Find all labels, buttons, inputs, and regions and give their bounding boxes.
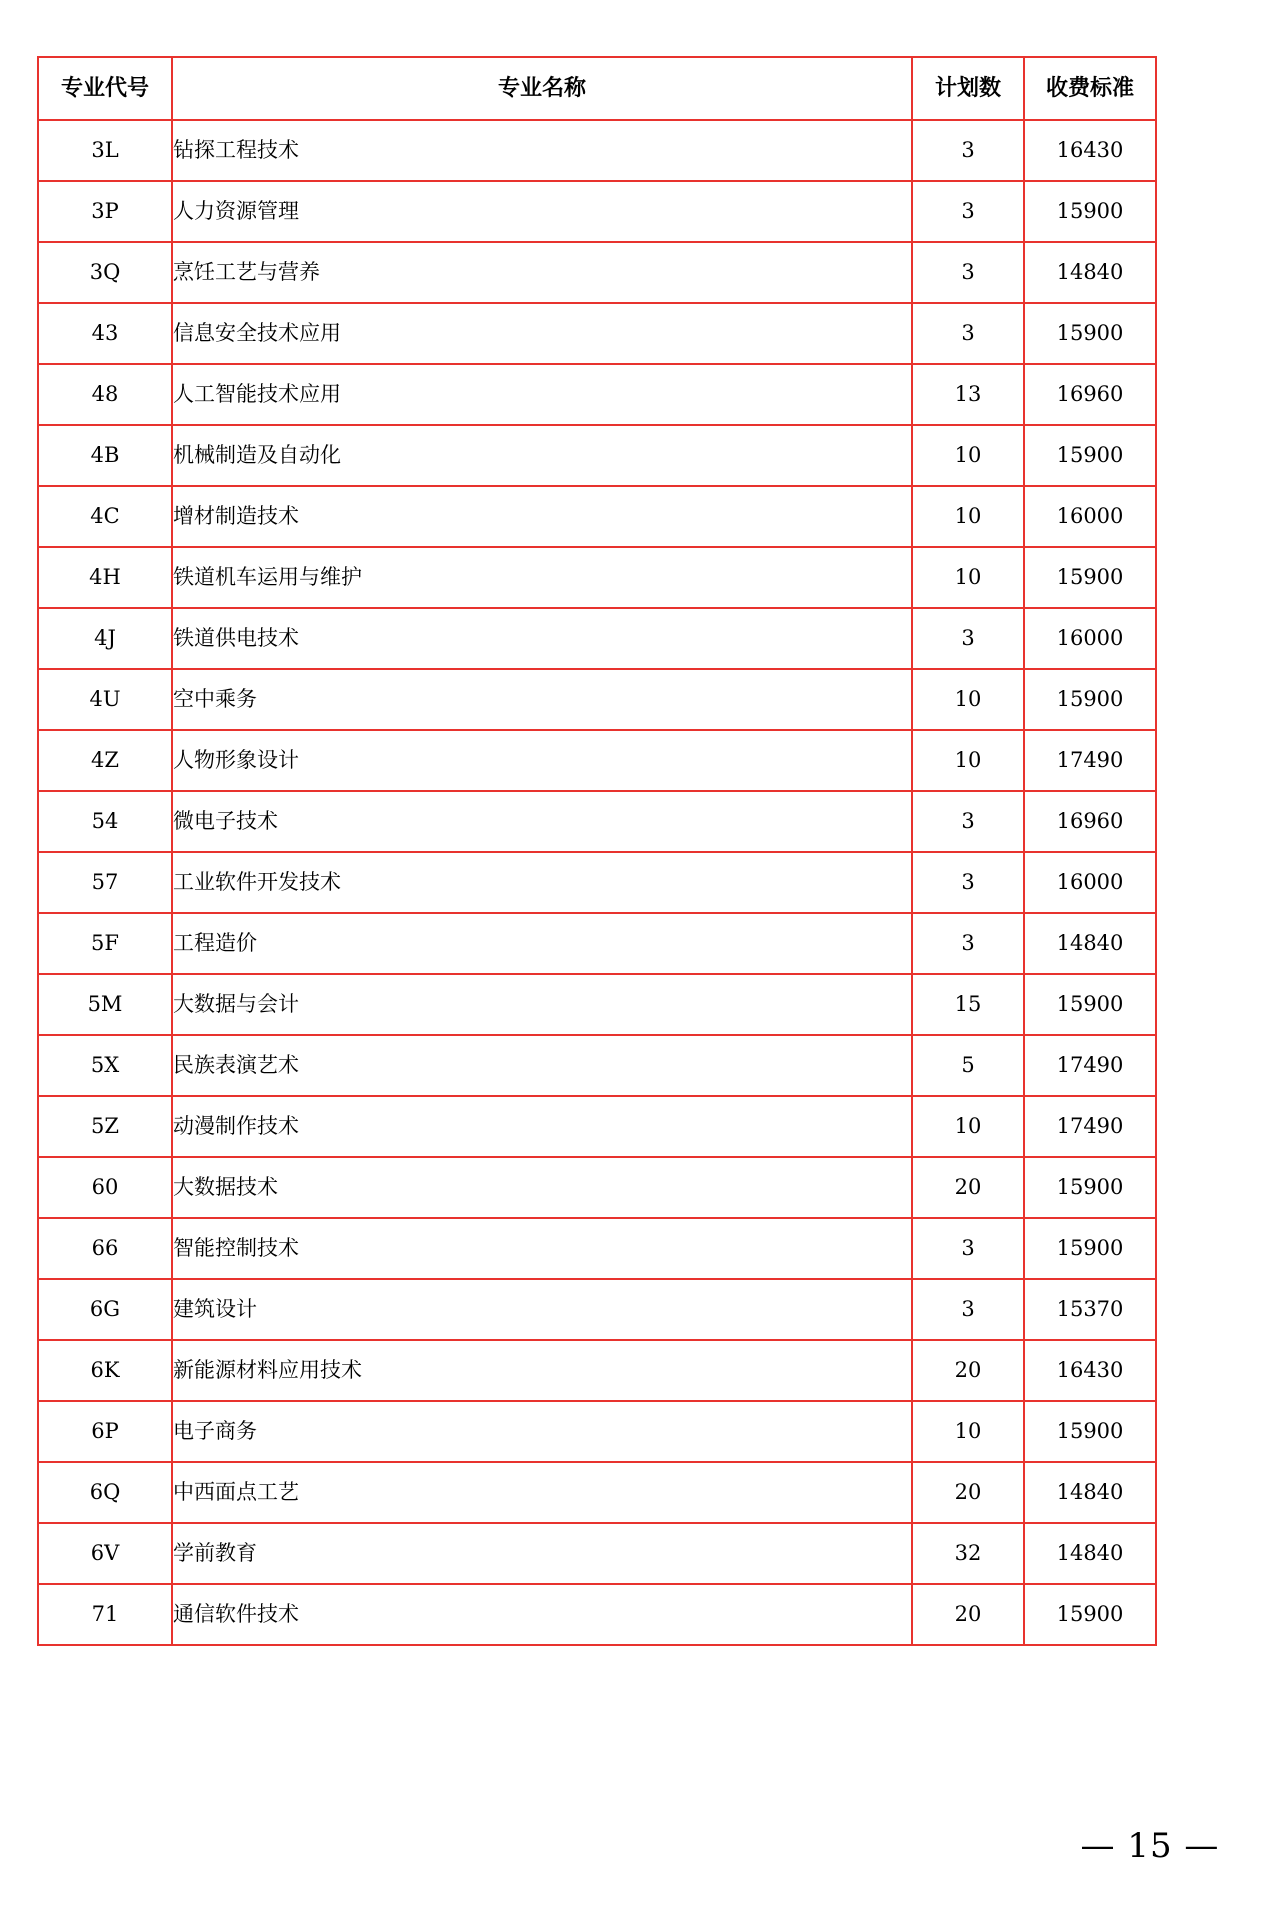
cell-major-code: 57 [38,852,172,913]
cell-major-name: 人力资源管理 [172,181,912,242]
table-row [38,364,1156,425]
cell-fee-standard: 14840 [1024,242,1156,303]
cell-major-name: 大数据技术 [172,1157,912,1218]
table-row [38,1584,1156,1645]
cell-major-name: 增材制造技术 [172,486,912,547]
table-row [38,974,1156,1035]
cell-plan-count: 3 [912,303,1024,364]
cell-fee-standard: 15370 [1024,1279,1156,1340]
table-row [38,791,1156,852]
cell-plan-count: 20 [912,1584,1024,1645]
cell-major-name: 工程造价 [172,913,912,974]
cell-major-name: 微电子技术 [172,791,912,852]
table-row [38,608,1156,669]
page-number: — 15 — [1080,1826,1220,1866]
cell-fee-standard: 16000 [1024,608,1156,669]
cell-plan-count: 10 [912,547,1024,608]
table-row [38,1279,1156,1340]
cell-major-name: 大数据与会计 [172,974,912,1035]
cell-fee-standard: 17490 [1024,1035,1156,1096]
cell-fee-standard: 14840 [1024,913,1156,974]
table-row [38,1096,1156,1157]
cell-major-code: 6K [38,1340,172,1401]
cell-fee-standard: 17490 [1024,1096,1156,1157]
cell-major-code: 4U [38,669,172,730]
table-row [38,1218,1156,1279]
cell-plan-count: 10 [912,425,1024,486]
cell-fee-standard: 15900 [1024,974,1156,1035]
table-row [38,1523,1156,1584]
cell-major-name: 建筑设计 [172,1279,912,1340]
cell-major-name: 学前教育 [172,1523,912,1584]
cell-major-name: 民族表演艺术 [172,1035,912,1096]
table-row [38,1157,1156,1218]
cell-major-name: 通信软件技术 [172,1584,912,1645]
cell-fee-standard: 16430 [1024,120,1156,181]
table-row [38,1401,1156,1462]
table-header [38,57,1156,120]
cell-major-name: 智能控制技术 [172,1218,912,1279]
cell-major-code: 4C [38,486,172,547]
cell-fee-standard: 16960 [1024,364,1156,425]
cell-major-code: 4B [38,425,172,486]
cell-plan-count: 3 [912,791,1024,852]
cell-plan-count: 5 [912,1035,1024,1096]
cell-plan-count: 3 [912,1279,1024,1340]
table-row [38,181,1156,242]
cell-major-name: 人物形象设计 [172,730,912,791]
enrollment-plan-table-container [37,56,1155,1646]
cell-major-name: 人工智能技术应用 [172,364,912,425]
cell-major-name: 机械制造及自动化 [172,425,912,486]
cell-plan-count: 20 [912,1462,1024,1523]
cell-major-name: 中西面点工艺 [172,1462,912,1523]
cell-major-code: 48 [38,364,172,425]
cell-plan-count: 10 [912,1096,1024,1157]
table-row [38,669,1156,730]
cell-major-name: 铁道机车运用与维护 [172,547,912,608]
cell-major-code: 6G [38,1279,172,1340]
cell-major-code: 66 [38,1218,172,1279]
enrollment-plan-table [37,56,1157,1646]
cell-major-code: 6P [38,1401,172,1462]
cell-major-code: 5Z [38,1096,172,1157]
cell-fee-standard: 15900 [1024,181,1156,242]
cell-fee-standard: 16000 [1024,486,1156,547]
cell-fee-standard: 15900 [1024,1157,1156,1218]
cell-major-code: 5F [38,913,172,974]
cell-plan-count: 13 [912,364,1024,425]
cell-major-code: 60 [38,1157,172,1218]
header-major-name: 专业名称 [172,57,912,120]
table-row [38,730,1156,791]
cell-major-code: 3P [38,181,172,242]
cell-major-code: 54 [38,791,172,852]
header-fee-standard: 收费标准 [1024,57,1156,120]
cell-major-code: 3Q [38,242,172,303]
header-plan-count: 计划数 [912,57,1024,120]
cell-fee-standard: 15900 [1024,1584,1156,1645]
cell-major-name: 空中乘务 [172,669,912,730]
cell-fee-standard: 15900 [1024,547,1156,608]
table-row [38,547,1156,608]
table-row [38,1462,1156,1523]
cell-major-name: 钻探工程技术 [172,120,912,181]
cell-plan-count: 3 [912,181,1024,242]
cell-fee-standard: 14840 [1024,1462,1156,1523]
cell-major-code: 71 [38,1584,172,1645]
cell-plan-count: 3 [912,852,1024,913]
table-row [38,1340,1156,1401]
table-body [38,120,1156,1645]
table-row [38,242,1156,303]
cell-major-code: 4H [38,547,172,608]
cell-fee-standard: 15900 [1024,1401,1156,1462]
cell-plan-count: 3 [912,120,1024,181]
cell-major-name: 工业软件开发技术 [172,852,912,913]
cell-fee-standard: 14840 [1024,1523,1156,1584]
cell-major-name: 信息安全技术应用 [172,303,912,364]
cell-plan-count: 15 [912,974,1024,1035]
table-row [38,303,1156,364]
cell-fee-standard: 16000 [1024,852,1156,913]
cell-major-name: 铁道供电技术 [172,608,912,669]
table-row [38,486,1156,547]
cell-plan-count: 32 [912,1523,1024,1584]
table-row [38,913,1156,974]
cell-fee-standard: 16430 [1024,1340,1156,1401]
cell-major-name: 新能源材料应用技术 [172,1340,912,1401]
header-row [38,57,1156,120]
cell-major-code: 3L [38,120,172,181]
header-major-code: 专业代号 [38,57,172,120]
cell-major-code: 43 [38,303,172,364]
cell-plan-count: 3 [912,1218,1024,1279]
cell-major-code: 6V [38,1523,172,1584]
cell-plan-count: 3 [912,913,1024,974]
cell-fee-standard: 15900 [1024,303,1156,364]
cell-major-code: 4J [38,608,172,669]
cell-major-code: 5X [38,1035,172,1096]
cell-fee-standard: 15900 [1024,669,1156,730]
table-row [38,120,1156,181]
cell-major-name: 烹饪工艺与营养 [172,242,912,303]
table-row [38,852,1156,913]
cell-fee-standard: 15900 [1024,1218,1156,1279]
table-row [38,1035,1156,1096]
cell-plan-count: 20 [912,1340,1024,1401]
cell-major-code: 6Q [38,1462,172,1523]
cell-fee-standard: 17490 [1024,730,1156,791]
cell-plan-count: 10 [912,669,1024,730]
cell-major-name: 动漫制作技术 [172,1096,912,1157]
cell-plan-count: 3 [912,608,1024,669]
cell-major-name: 电子商务 [172,1401,912,1462]
cell-plan-count: 3 [912,242,1024,303]
cell-fee-standard: 15900 [1024,425,1156,486]
cell-plan-count: 10 [912,486,1024,547]
table-row [38,425,1156,486]
cell-plan-count: 20 [912,1157,1024,1218]
cell-major-code: 4Z [38,730,172,791]
cell-plan-count: 10 [912,1401,1024,1462]
cell-fee-standard: 16960 [1024,791,1156,852]
cell-plan-count: 10 [912,730,1024,791]
cell-major-code: 5M [38,974,172,1035]
